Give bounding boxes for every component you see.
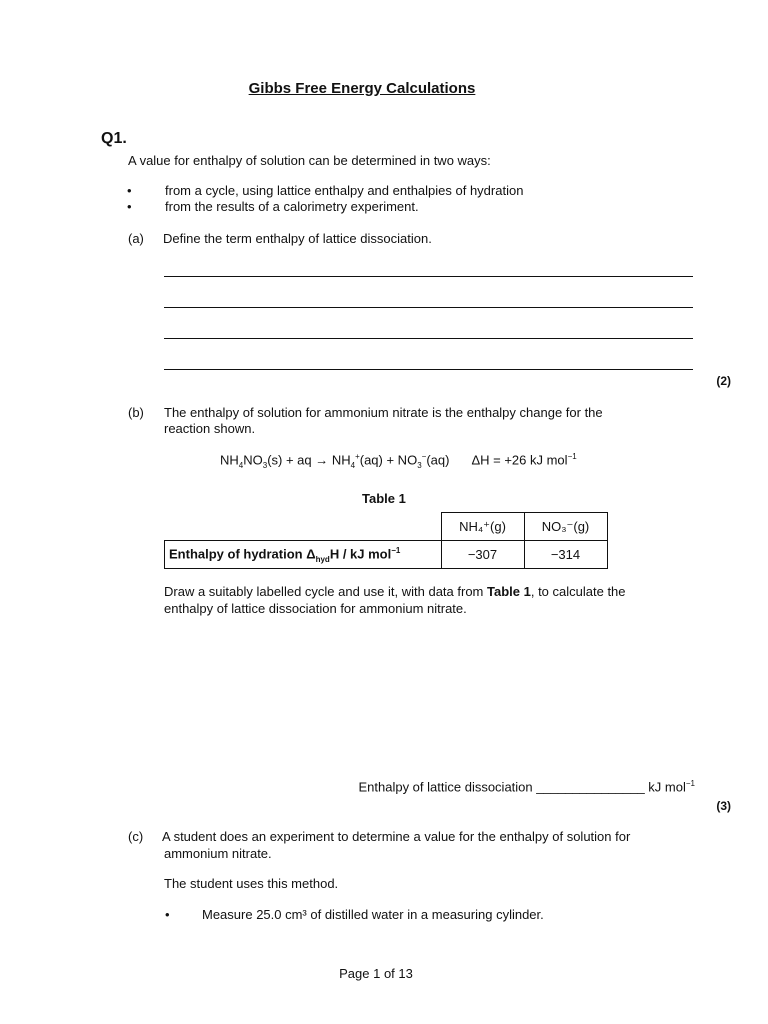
part-a-label: (a) bbox=[128, 231, 144, 246]
bullet-dot: • bbox=[165, 907, 170, 922]
table-cell-nh4: −307 bbox=[441, 541, 524, 569]
table-row-label: Enthalpy of hydration $\Delta_{hyd}H$ / kJ mol$^{-1}$ bbox=[165, 541, 442, 569]
method-step: Measure 25.0 cm³ of distilled water in a measuring cylinder. bbox=[202, 907, 544, 922]
answer-line[interactable] bbox=[164, 338, 693, 339]
marks-b: (3) bbox=[716, 799, 731, 813]
bullet-item: from the results of a calorimetry experiment. bbox=[165, 199, 419, 214]
part-a-text: Define the term enthalpy of lattice dissociation. bbox=[163, 231, 432, 246]
answer-line[interactable] bbox=[164, 276, 693, 277]
bullet-dot: • bbox=[127, 199, 132, 214]
answer-line[interactable] bbox=[164, 369, 693, 370]
bullet-item: from a cycle, using lattice enthalpy and enthalpies of hydration bbox=[165, 183, 524, 198]
part-b-line1: The enthalpy of solution for ammonium nitrate is the enthalpy change for the bbox=[164, 405, 603, 420]
table-header-no3: NO₃⁻(g) bbox=[524, 513, 607, 541]
table-header-nh4: NH₄⁺(g) bbox=[441, 513, 524, 541]
part-b-line2: reaction shown. bbox=[164, 421, 256, 436]
bullet-dot: • bbox=[127, 183, 132, 198]
reaction-equation: $NH_4NO_3(s)$ + aq → $NH_4^+(aq) + NO_3^-(aq) \Delta H = +26$ kJ mol$^{-1}$ bbox=[220, 452, 577, 470]
question-number: Q1. bbox=[101, 130, 127, 147]
answer-lattice-dissociation[interactable]: Enthalpy of lattice dissociation _______________ kJ mol$^{-1}$ bbox=[358, 779, 695, 795]
page-footer: Page 1 of 13 bbox=[339, 966, 413, 981]
part-b-label: (b) bbox=[128, 405, 144, 420]
instruction-line2: enthalpy of lattice dissociation for ammonium nitrate. bbox=[164, 601, 467, 616]
hydration-table bbox=[164, 512, 608, 569]
part-c-label: (c) bbox=[128, 829, 144, 844]
marks-a: (2) bbox=[716, 374, 731, 388]
table-cell-no3: −314 bbox=[524, 541, 607, 569]
table-title: Table 1 bbox=[362, 491, 406, 506]
page-title: Gibbs Free Energy Calculations bbox=[248, 80, 476, 97]
part-c-line1: A student does an experiment to determine a value for the enthalpy of solution for bbox=[162, 829, 631, 844]
intro-text: A value for enthalpy of solution can be determined in two ways: bbox=[128, 153, 491, 168]
instruction-line1: Draw a suitably labelled cycle and use it, with data from Table 1, to calculate the bbox=[164, 584, 626, 599]
method-intro: The student uses this method. bbox=[164, 876, 339, 891]
part-c-line2: ammonium nitrate. bbox=[164, 846, 272, 861]
answer-line[interactable] bbox=[164, 307, 693, 308]
